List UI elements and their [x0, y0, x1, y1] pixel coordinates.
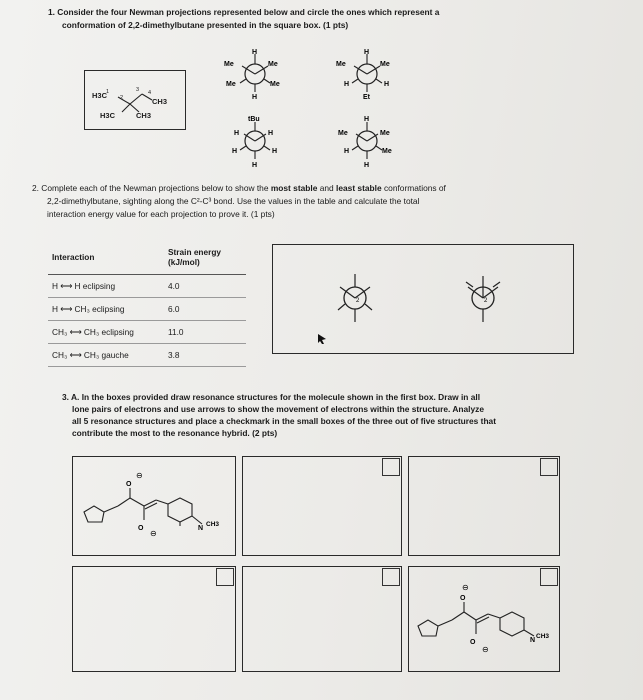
newman-c-ll: H: [232, 148, 238, 155]
newman-d-top: H: [364, 116, 370, 123]
lewis-num2: 2: [120, 95, 124, 101]
newman-blank-left-label: 2: [356, 298, 360, 304]
molecule2-minus-top: ⊖: [462, 583, 469, 592]
row-value: 3.8: [164, 344, 246, 367]
q3-line4: contribute the most to the resonance hybrid. (2 pts): [72, 428, 278, 438]
checkbox-4[interactable]: [216, 568, 234, 586]
table-row: [48, 298, 246, 321]
newman-c-lr: H: [272, 148, 278, 155]
newman-projection-a[interactable]: [222, 46, 286, 102]
lewis-num4: 4: [148, 90, 152, 96]
molecule2-minus-bottom: ⊖: [482, 645, 489, 654]
q2-line2: 2,2-dimethylbutane, sighting along the C²-C³ bond. Use the values in the table and calculate the total: [47, 196, 420, 206]
newman-a-top: H: [252, 49, 258, 56]
lewis-ch3-bottom: CH3: [136, 111, 152, 120]
molecule-structure-copy: [410, 578, 556, 666]
newman-c-top: tBu: [248, 116, 260, 123]
molecule2-oxygen-bottom: O: [470, 639, 476, 646]
newman-a-lr: Me: [270, 81, 280, 88]
molecule-ch3: CH3: [206, 521, 220, 528]
newman-a-ur: Me: [268, 61, 278, 68]
lewis-ch3-right: CH3: [152, 97, 168, 106]
newman-d-ur: Me: [380, 130, 390, 137]
newman-a-ll: Me: [226, 81, 236, 88]
newman-c-bottom: H: [252, 162, 258, 169]
dimethylbutane-structure: [84, 70, 186, 130]
q2-line1: 2. Complete each of the Newman projections below to show the most stable and least stable conformations of: [32, 183, 446, 193]
molecule-minus-top: ⊖: [136, 471, 143, 480]
row-interaction: CH₃ ⟷ CH₃ gauche: [48, 344, 164, 367]
q1-line1: 1. Consider the four Newman projections represented below and circle the ones which represent a: [48, 7, 440, 17]
table-row: [48, 321, 246, 344]
newman-d-ul: Me: [338, 130, 348, 137]
checkbox-2[interactable]: [382, 458, 400, 476]
blank-newman-least-stable[interactable]: [458, 270, 508, 326]
table-header-strain: Strain energy (kJ/mol): [164, 240, 246, 275]
newman-blank-right-label: 2: [484, 298, 488, 304]
cursor-arrow-icon: [316, 332, 330, 346]
row-interaction: CH₃ ⟷ CH₃ eclipsing: [48, 321, 164, 344]
newman-b-ul: Me: [336, 61, 346, 68]
newman-c-ur: H: [268, 130, 274, 137]
molecule2-oxygen-top: O: [460, 595, 466, 602]
newman-projection-c[interactable]: [222, 112, 286, 170]
resonance-box-3[interactable]: [408, 456, 560, 556]
table-header-interaction: Interaction: [48, 240, 164, 275]
newman-b-top: H: [364, 49, 370, 56]
blank-newman-most-stable[interactable]: [330, 270, 380, 326]
resonance-box-4[interactable]: [72, 566, 236, 672]
lewis-h3c-bottom: H3C: [100, 111, 116, 120]
newman-b-ll: H: [344, 81, 350, 88]
newman-b-ur: Me: [380, 61, 390, 68]
table-row: [48, 344, 246, 367]
q1-line2: conformation of 2,2-dimethylbutane presented in the square box. (1 pts): [62, 20, 349, 30]
molecule-nitrogen: N: [198, 525, 204, 532]
newman-projection-d[interactable]: [334, 112, 398, 170]
q3-line3: all 5 resonance structures and place a checkmark in the small boxes of the three out of five structures that: [72, 416, 497, 426]
newman-d-bottom: H: [364, 162, 370, 169]
newman-d-lr: Me: [382, 148, 392, 155]
q3-line2: lone pairs of electrons and use arrows to show the movement of electrons within the structure. Analyze: [72, 404, 485, 414]
checkbox-3[interactable]: [540, 458, 558, 476]
resonance-box-5[interactable]: [242, 566, 402, 672]
row-value: 11.0: [164, 321, 246, 344]
lewis-num1: 1: [106, 89, 110, 95]
lewis-h3c-top: H3C: [92, 91, 108, 100]
newman-b-lr: H: [384, 81, 390, 88]
molecule-oxygen-bottom: O: [138, 525, 144, 532]
newman-d-ll: H: [344, 148, 350, 155]
row-interaction: H ⟷ CH₃ eclipsing: [48, 298, 164, 321]
row-value: 6.0: [164, 298, 246, 321]
table-row: [48, 275, 246, 298]
q3-line1: 3. A. In the boxes provided draw resonance structures for the molecule shown in the first box. Draw in all: [62, 392, 481, 402]
lewis-num3: 3: [136, 87, 140, 93]
molecule-minus-bottom: ⊖: [150, 529, 157, 538]
row-value: 4.0: [164, 275, 246, 298]
molecule2-nitrogen: N: [530, 637, 536, 644]
strain-energy-table: [48, 240, 246, 367]
newman-projection-b[interactable]: [334, 46, 398, 102]
newman-b-bottom: Et: [363, 94, 370, 101]
newman-a-ul: Me: [224, 61, 234, 68]
molecule-oxygen-top: O: [126, 481, 132, 488]
newman-c-ul: H: [234, 130, 240, 137]
resonance-box-2[interactable]: [242, 456, 402, 556]
q2-line3: interaction energy value for each projection to prove it. (1 pts): [47, 209, 275, 219]
checkbox-5[interactable]: [382, 568, 400, 586]
newman-a-bottom: H: [252, 94, 258, 101]
molecule2-ch3: CH3: [536, 633, 550, 640]
row-interaction: H ⟷ H eclipsing: [48, 275, 164, 298]
molecule-structure-original: [74, 464, 232, 552]
